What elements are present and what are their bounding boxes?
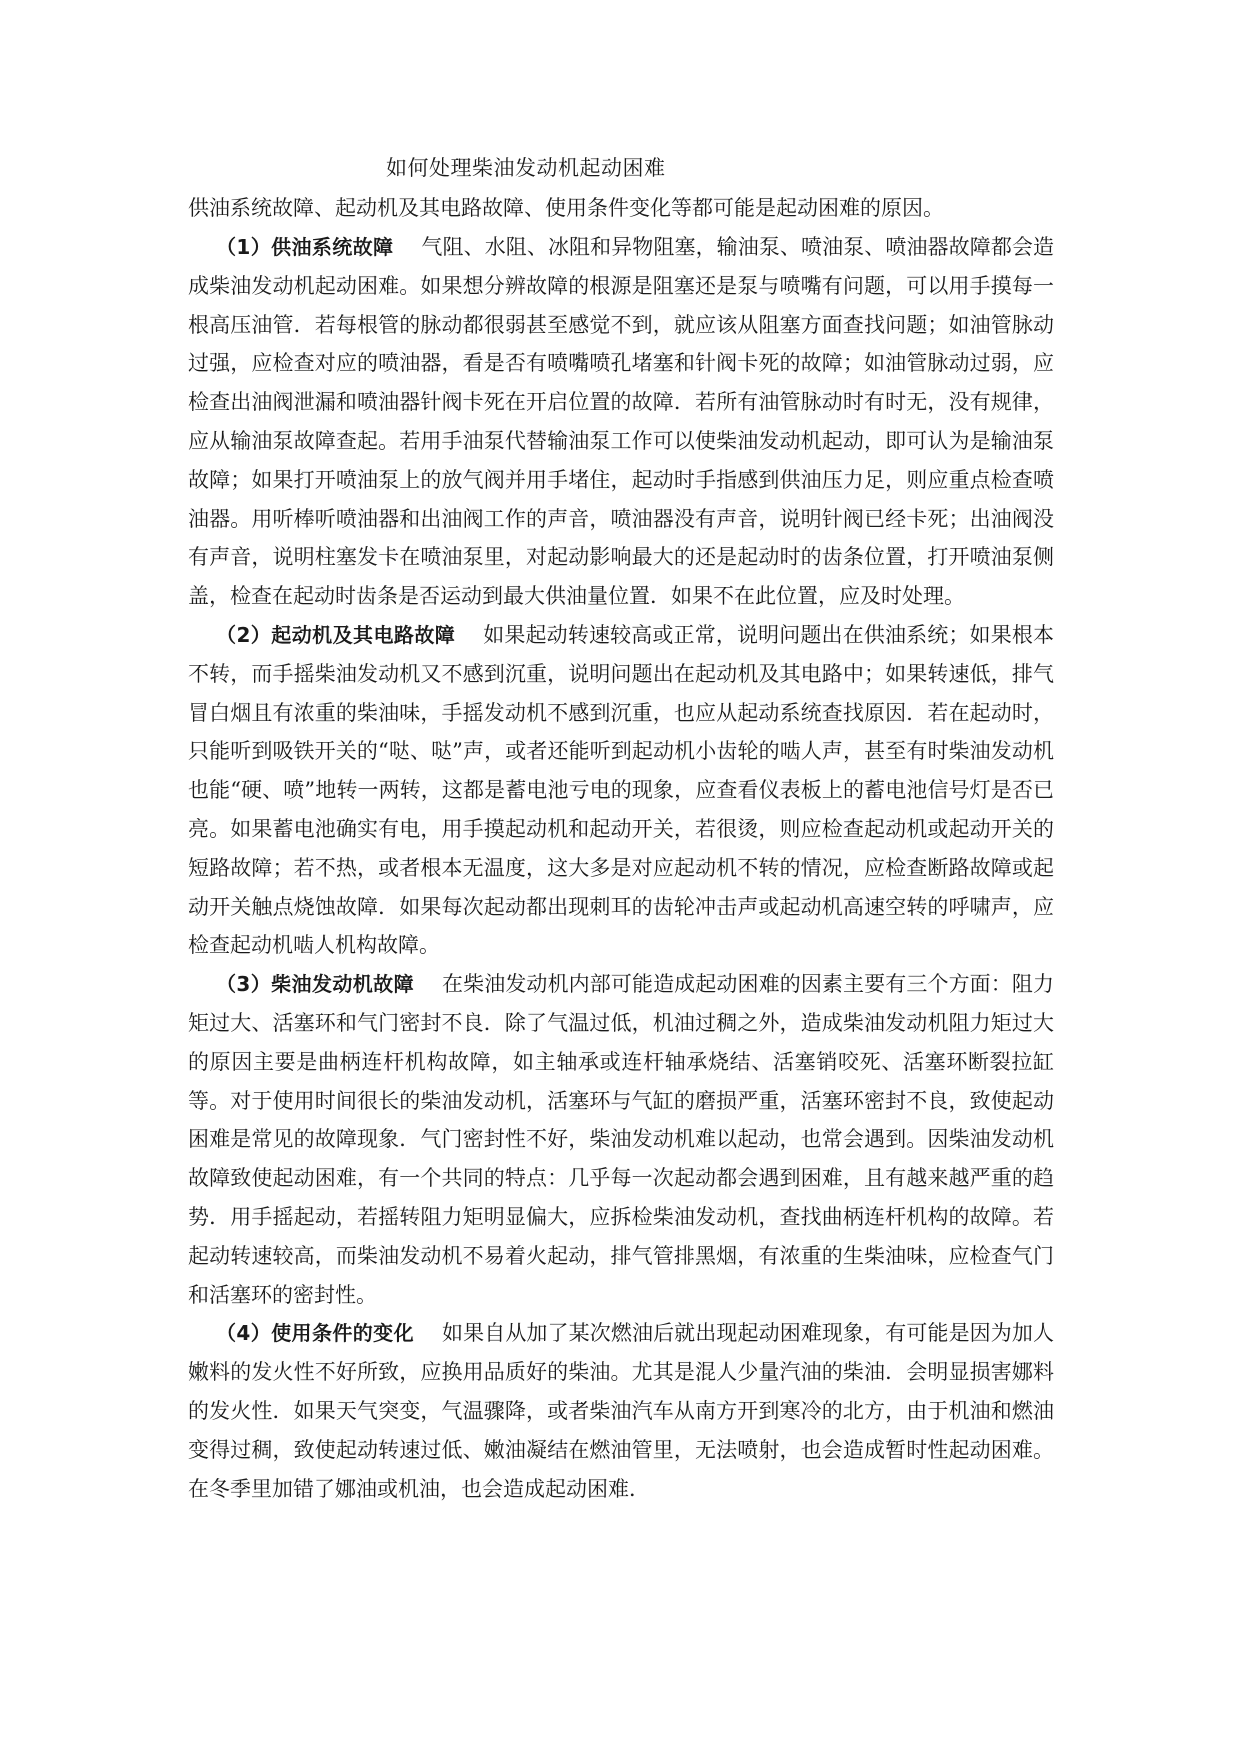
section-body: 在柴油发动机内部可能造成起动困难的因素主要有三个方面：阻力矩过大、活塞环和气门密封不良．除了气温过低，机油过稠之外，造成柴油发动机阻力矩过大的原因主要是曲柄连杆机构故障，如主轴承或连杆轴承烧结、活塞销咬死、活塞环断裂拉缸等。对于使用时间很长的柴油发动机，活塞环与气缸的磨损严重，活塞环密封不良，致使起动困难是常见的故障现象．气门密封性不好，柴油发动机难以起动，也常会遇到。因柴油发动机故障致使起动困难，有一个共同的特点：几乎每一次起动都会遇到困难，且有越来越严重的趋势．用手摇起动，若摇转阻力矩明显偏大，应拆检柴油发动机，查找曲柄连杆机构的故障。若起动转速较高，而柴油发动机不易着火起动，排气管排黑烟，有浓重的生柴油味，应检查气门和活塞环的密封性。 [188, 972, 1055, 1307]
intro-paragraph: 供油系统故障、起动机及其电路故障、使用条件变化等都可能是起动困难的原因。 [188, 196, 944, 220]
section-body: 如果自从加了某次燃油后就出现起动困难现象，有可能是因为加人嫩料的发火性不好所致，应换用品质好的柴油。尤其是混人少量汽油的柴油．会明显损害娜料的发火性．如果天气突变，气温骤降，或者柴油汽车从南方开到寒冷的北方，由于机油和燃油变得过稠，致使起动转速过低、嫩油凝结在燃油管里，无法喷射，也会造成暂时性起动困难。在冬季里加错了娜油或机油，也会造成起动困难． [188, 1321, 1055, 1501]
section-body: 气阻、水阻、冰阻和异物阻塞，输油泵、喷油泵、喷油器故障都会造成柴油发动机起动困难。如果想分辨故障的根源是阻塞还是泵与喷嘴有问题，可以用手摸每一根高压油管．若每根管的脉动都很弱甚至感觉不到，就应该从阻塞方面查找问题；如油管脉动过强，应检查对应的喷油器，看是否有喷嘴喷孔堵塞和针阀卡死的故障；如油管脉动过弱，应检查出油阀泄漏和喷油器针阀卡死在开启位置的故障．若所有油管脉动时有时无，没有规律，应从输油泵故障查起。若用手油泵代替输油泵工作可以使柴油发动机起动，即可认为是输油泵故障；如果打开喷油泵上的放气阀并用手堵住，起动时手指感到供油压力足，则应重点检查喷油器。用听棒听喷油器和出油阀工作的声音，喷油器没有声音，说明针阀已经卡死；出油阀没有声音，说明柱塞发卡在喷油泵里，对起动影响最大的还是起动时的齿条位置，打开喷油泵侧盖，检查在起动时齿条是否运动到最大供油量位置．如果不在此位置，应及时处理。 [188, 235, 1054, 609]
section-engine-fault [188, 965, 1054, 1314]
section-heading: （1）供油系统故障 [216, 235, 394, 259]
section-starter-circuit [188, 616, 1054, 965]
section-usage-conditions [188, 1314, 1054, 1508]
document-title: 如何处理柴油发动机起动困难 [386, 156, 666, 180]
section-fuel-system [188, 228, 1054, 616]
section-body: 如果起动转速较高或正常，说明问题出在供油系统；如果根本不转，而手摇柴油发动机又不感到沉重，说明问题出在起动机及其电路中；如果转速低，排气冒白烟且有浓重的柴油味，手摇发动机不感到沉重，也应从起动系统查找原因．若在起动时，只能听到吸铁开关的“哒、哒”声，或者还能听到起动机小齿轮的啮人声，甚至有时柴油发动机也能“硬、喷”地转一两转，这都是蓄电池亏电的现象，应查看仪表板上的蓄电池信号灯是否已亮。如果蓄电池确实有电，用手摸起动机和起动开关，若很烫，则应检查起动机或起动开关的短路故障；若不热，或者根本无温度，这大多是对应起动机不转的情况，应检查断路故障或起动开关触点烧蚀故障．如果每次起动都出现刺耳的齿轮冲击声或起动机高速空转的呼啸声，应检查起动机啮人机构故障。 [188, 622, 1054, 958]
section-heading: （3）柴油发动机故障 [216, 972, 414, 997]
section-heading: （2）起动机及其电路故障 [216, 622, 456, 647]
document-page [188, 148, 1054, 1508]
section-heading: （4）使用条件的变化 [216, 1321, 414, 1346]
